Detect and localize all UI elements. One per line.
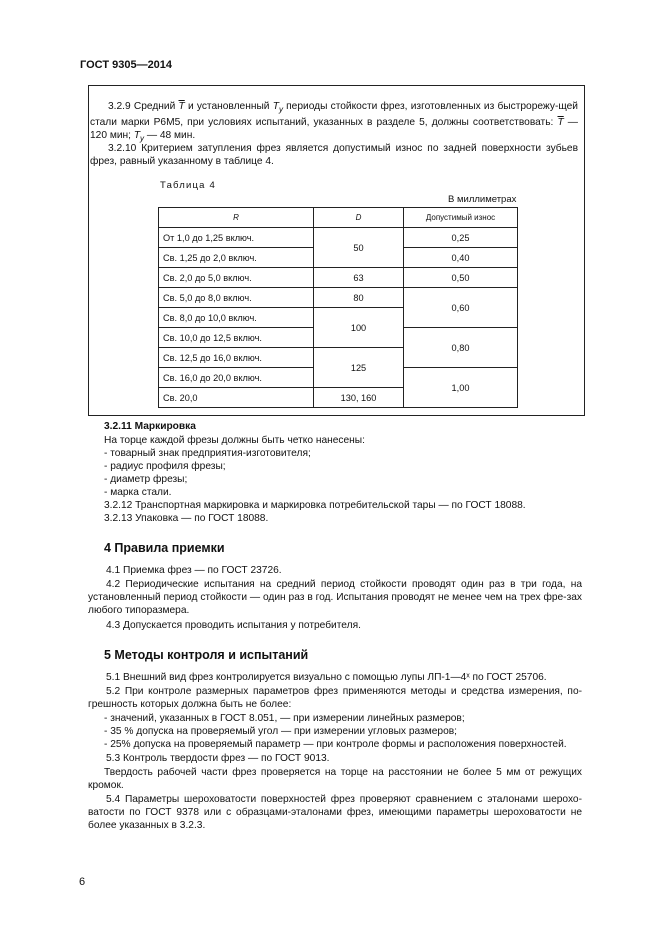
paragraph-3-2-12: 3.2.12 Транспортная маркировка и маркировка потребительской тары — по ГОСТ 18088. <box>104 500 526 511</box>
paragraph-5-4: 5.4 Параметры шероховатости поверхностей фрез проверяют сравнением с эталонами шерохо-ватости по ГОСТ 9378 или с образцами-эталонами фрез, имеющими параметры шероховатости не более указанных в 3.2.3. <box>88 794 582 832</box>
section-4-title: 4 Правила приемки <box>104 541 225 555</box>
cell-r: Св. 16,0 до 20,0 включ. <box>159 368 314 388</box>
table-units: В миллиметрах <box>448 194 517 205</box>
list-item: - 25% допуска на проверяемый параметр — при контроле формы и расположения поверхностей. <box>104 739 567 750</box>
cell-d: 80 <box>314 288 404 308</box>
cell-r: Св. 1,25 до 2,0 включ. <box>159 248 314 268</box>
header-d: D <box>314 208 404 228</box>
cell-r: Св. 2,0 до 5,0 включ. <box>159 268 314 288</box>
list-item: - радиус профиля фрезы; <box>104 461 226 472</box>
frame-bottom-border <box>88 415 585 416</box>
cell-d: 100 <box>314 308 404 348</box>
marking-intro: На торце каждой фрезы должны быть четко нанесены: <box>104 435 365 446</box>
list-item: - 35 % допуска на проверяемый угол — при измерении угловых размеров; <box>104 726 457 737</box>
paragraph-3-2-10: 3.2.10 Критерием затупления фрез является допустимый износ по задней поверхности зубьев фрез, равный указанному в таблице 4. <box>90 143 578 168</box>
section-3-2-11-title: 3.2.11 Маркировка <box>104 421 196 432</box>
cell-r: Св. 10,0 до 12,5 включ. <box>159 328 314 348</box>
paragraph-3-2-9: 3.2.9 Средний $\overline{T}$ и установленный $T_у$ периоды стойкости фрез, изготовленных из быстрорежу-щей стали марки Р6М5, при условиях испытаний, указанных в разделе 5, должны соответствовать: $\overline{T}$ — 120 мин; $T_у$ — 48 мин. <box>90 101 578 144</box>
document-header: ГОСТ 9305—2014 <box>80 59 173 71</box>
table-row <box>159 288 518 308</box>
table-row <box>159 268 518 288</box>
paragraph-4-3: 4.3 Допускается проводить испытания у потребителя. <box>106 620 361 631</box>
table-row <box>159 228 518 248</box>
cell-wear: 0,60 <box>404 288 518 328</box>
frame-left-border <box>88 85 89 415</box>
cell-d: 125 <box>314 348 404 388</box>
paragraph-4-2: 4.2 Периодические испытания на средний период стойкости проводят один раз в три года, на установленный период стойкости — один раз в год. Испытания проводят не менее чем на трех фре-зах любого типоразмера. <box>88 579 582 617</box>
paragraph-3-2-13: 3.2.13 Упаковка — по ГОСТ 18088. <box>104 513 269 524</box>
cell-d: 50 <box>314 228 404 268</box>
header-r: R <box>159 208 314 228</box>
list-item: - значений, указанных в ГОСТ 8.051, — при измерении линейных размеров; <box>104 713 465 724</box>
paragraph-5-1: 5.1 Внешний вид фрез контролируется визуально с помощью лупы ЛП-1—4ˣ по ГОСТ 25706. <box>106 672 547 683</box>
cell-d: 130, 160 <box>314 388 404 408</box>
list-item: - марка стали. <box>104 487 172 498</box>
cell-r: Св. 12,5 до 16,0 включ. <box>159 348 314 368</box>
paragraph-4-1: 4.1 Приемка фрез — по ГОСТ 23726. <box>106 565 282 576</box>
table-4 <box>158 207 518 408</box>
cell-r: Св. 20,0 <box>159 388 314 408</box>
page-number: 6 <box>79 876 86 888</box>
cell-r: Св. 8,0 до 10,0 включ. <box>159 308 314 328</box>
cell-d: 63 <box>314 268 404 288</box>
cell-r: От 1,0 до 1,25 включ. <box>159 228 314 248</box>
cell-wear: 0,40 <box>404 248 518 268</box>
cell-wear: 0,80 <box>404 328 518 368</box>
section-5-title: 5 Методы контроля и испытаний <box>104 648 309 662</box>
frame-top-border <box>88 85 585 86</box>
paragraph-5-3-hardness: Твердость рабочей части фрез проверяется на торце на расстоянии не более 5 мм от режущих кромок. <box>88 767 582 792</box>
paragraph-5-2: 5.2 При контроле размерных параметров фрез применяются методы и средства измерения, по-грешность которых должна быть не более: <box>88 686 582 711</box>
paragraph-5-3: 5.3 Контроль твердости фрез — по ГОСТ 9013. <box>106 753 330 764</box>
cell-wear: 0,25 <box>404 228 518 248</box>
list-item: - диаметр фрезы; <box>104 474 188 485</box>
list-item: - товарный знак предприятия-изготовителя; <box>104 448 311 459</box>
cell-wear: 1,00 <box>404 368 518 408</box>
frame-right-border <box>584 85 585 415</box>
header-wear: Допустимый износ <box>404 208 518 228</box>
cell-wear: 0,50 <box>404 268 518 288</box>
table-header-row <box>159 208 518 228</box>
cell-r: Св. 5,0 до 8,0 включ. <box>159 288 314 308</box>
table-caption: Таблица 4 <box>160 180 216 191</box>
